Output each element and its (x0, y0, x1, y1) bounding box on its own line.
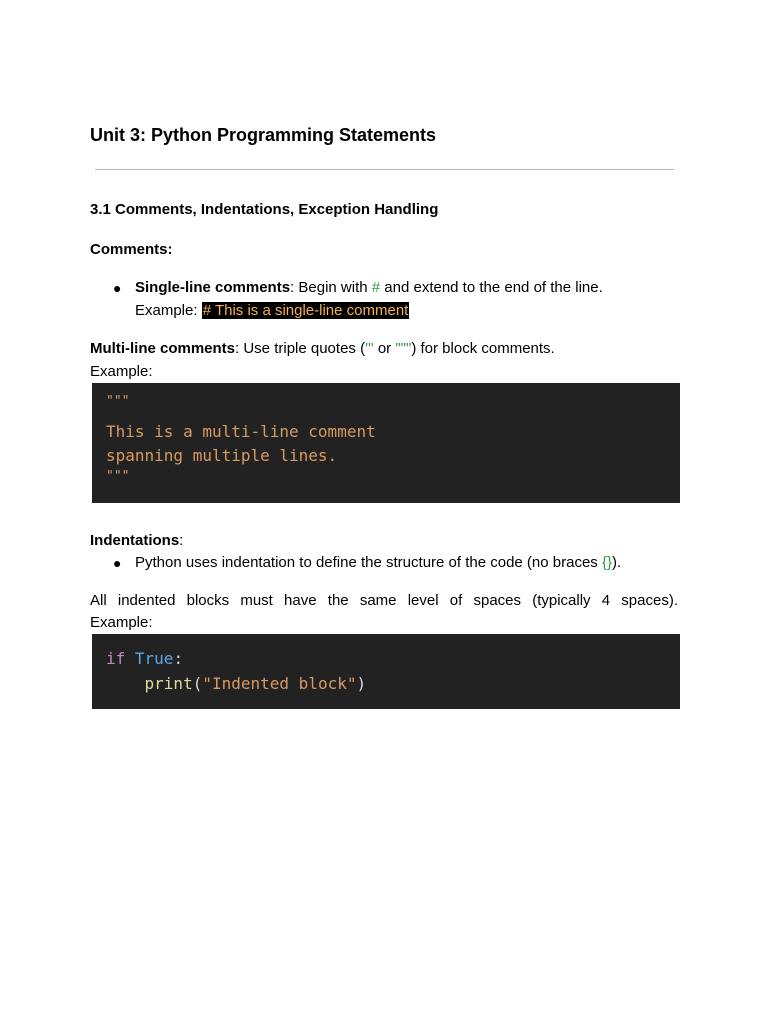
multi-line-or: or (373, 340, 396, 357)
code-line: spanning multiple lines. (106, 446, 338, 465)
multi-line-text-1: : Use triple quotes ( (235, 340, 366, 357)
function-print: print (144, 674, 193, 693)
bullet-icon: ● (113, 280, 122, 296)
indentation-bullet-text-2: ). (612, 554, 622, 571)
single-line-text-1: : Begin with (290, 279, 372, 296)
code-close-paren: ) (356, 674, 367, 693)
indentation-paragraph: All indented blocks must have the same level of spaces (typically 4 spaces). (90, 592, 678, 609)
single-line-example (135, 299, 409, 322)
bullet-icon: ● (113, 555, 122, 571)
section-heading: 3.1 Comments, Indentations, Exception Handling (90, 201, 439, 218)
indentation-code-block (92, 634, 680, 709)
indentation-bullet-text-1: Python uses indentation to define the structure of the code (no braces (135, 554, 602, 571)
comments-heading: Comments: (90, 241, 173, 258)
multi-line-example-label: Example: (90, 363, 153, 380)
indentations-heading (90, 529, 183, 552)
code-line: """ (106, 394, 130, 409)
single-line-text-2: and extend to the end of the line. (380, 279, 603, 296)
multi-line-comments-line (90, 337, 555, 360)
keyword-true: True (134, 649, 174, 668)
multi-line-label: Multi-line comments (90, 340, 236, 357)
keyword-if: if (106, 649, 126, 668)
multi-line-text-2: ) for block comments. (411, 340, 555, 357)
hash-symbol: # (371, 279, 381, 296)
indentation-bullet-item (135, 551, 621, 574)
code-line (106, 674, 366, 693)
code-colon: : (173, 649, 184, 668)
indentations-label: Indentations (90, 532, 180, 549)
code-line (106, 649, 183, 668)
code-open-paren: ( (192, 674, 203, 693)
code-line: This is a multi-line comment (106, 422, 376, 441)
single-line-comments-item (135, 276, 603, 299)
indentation-example-label: Example: (90, 614, 153, 631)
horizontal-rule (95, 169, 674, 170)
multi-line-code-block (92, 383, 680, 503)
page-title: Unit 3: Python Programming Statements (90, 125, 437, 145)
single-line-label: Single-line comments (135, 279, 291, 296)
code-string: "Indented block" (202, 674, 357, 693)
triple-single-quotes: ''' (365, 340, 374, 357)
triple-double-quotes: """ (395, 340, 412, 357)
braces-symbol: {} (601, 554, 612, 571)
single-line-example-label: Example: (135, 302, 202, 319)
code-line: """ (106, 469, 130, 484)
code-indent (106, 674, 145, 693)
single-line-example-code: # This is a single-line comment (202, 302, 409, 319)
indentations-colon: : (179, 532, 184, 549)
